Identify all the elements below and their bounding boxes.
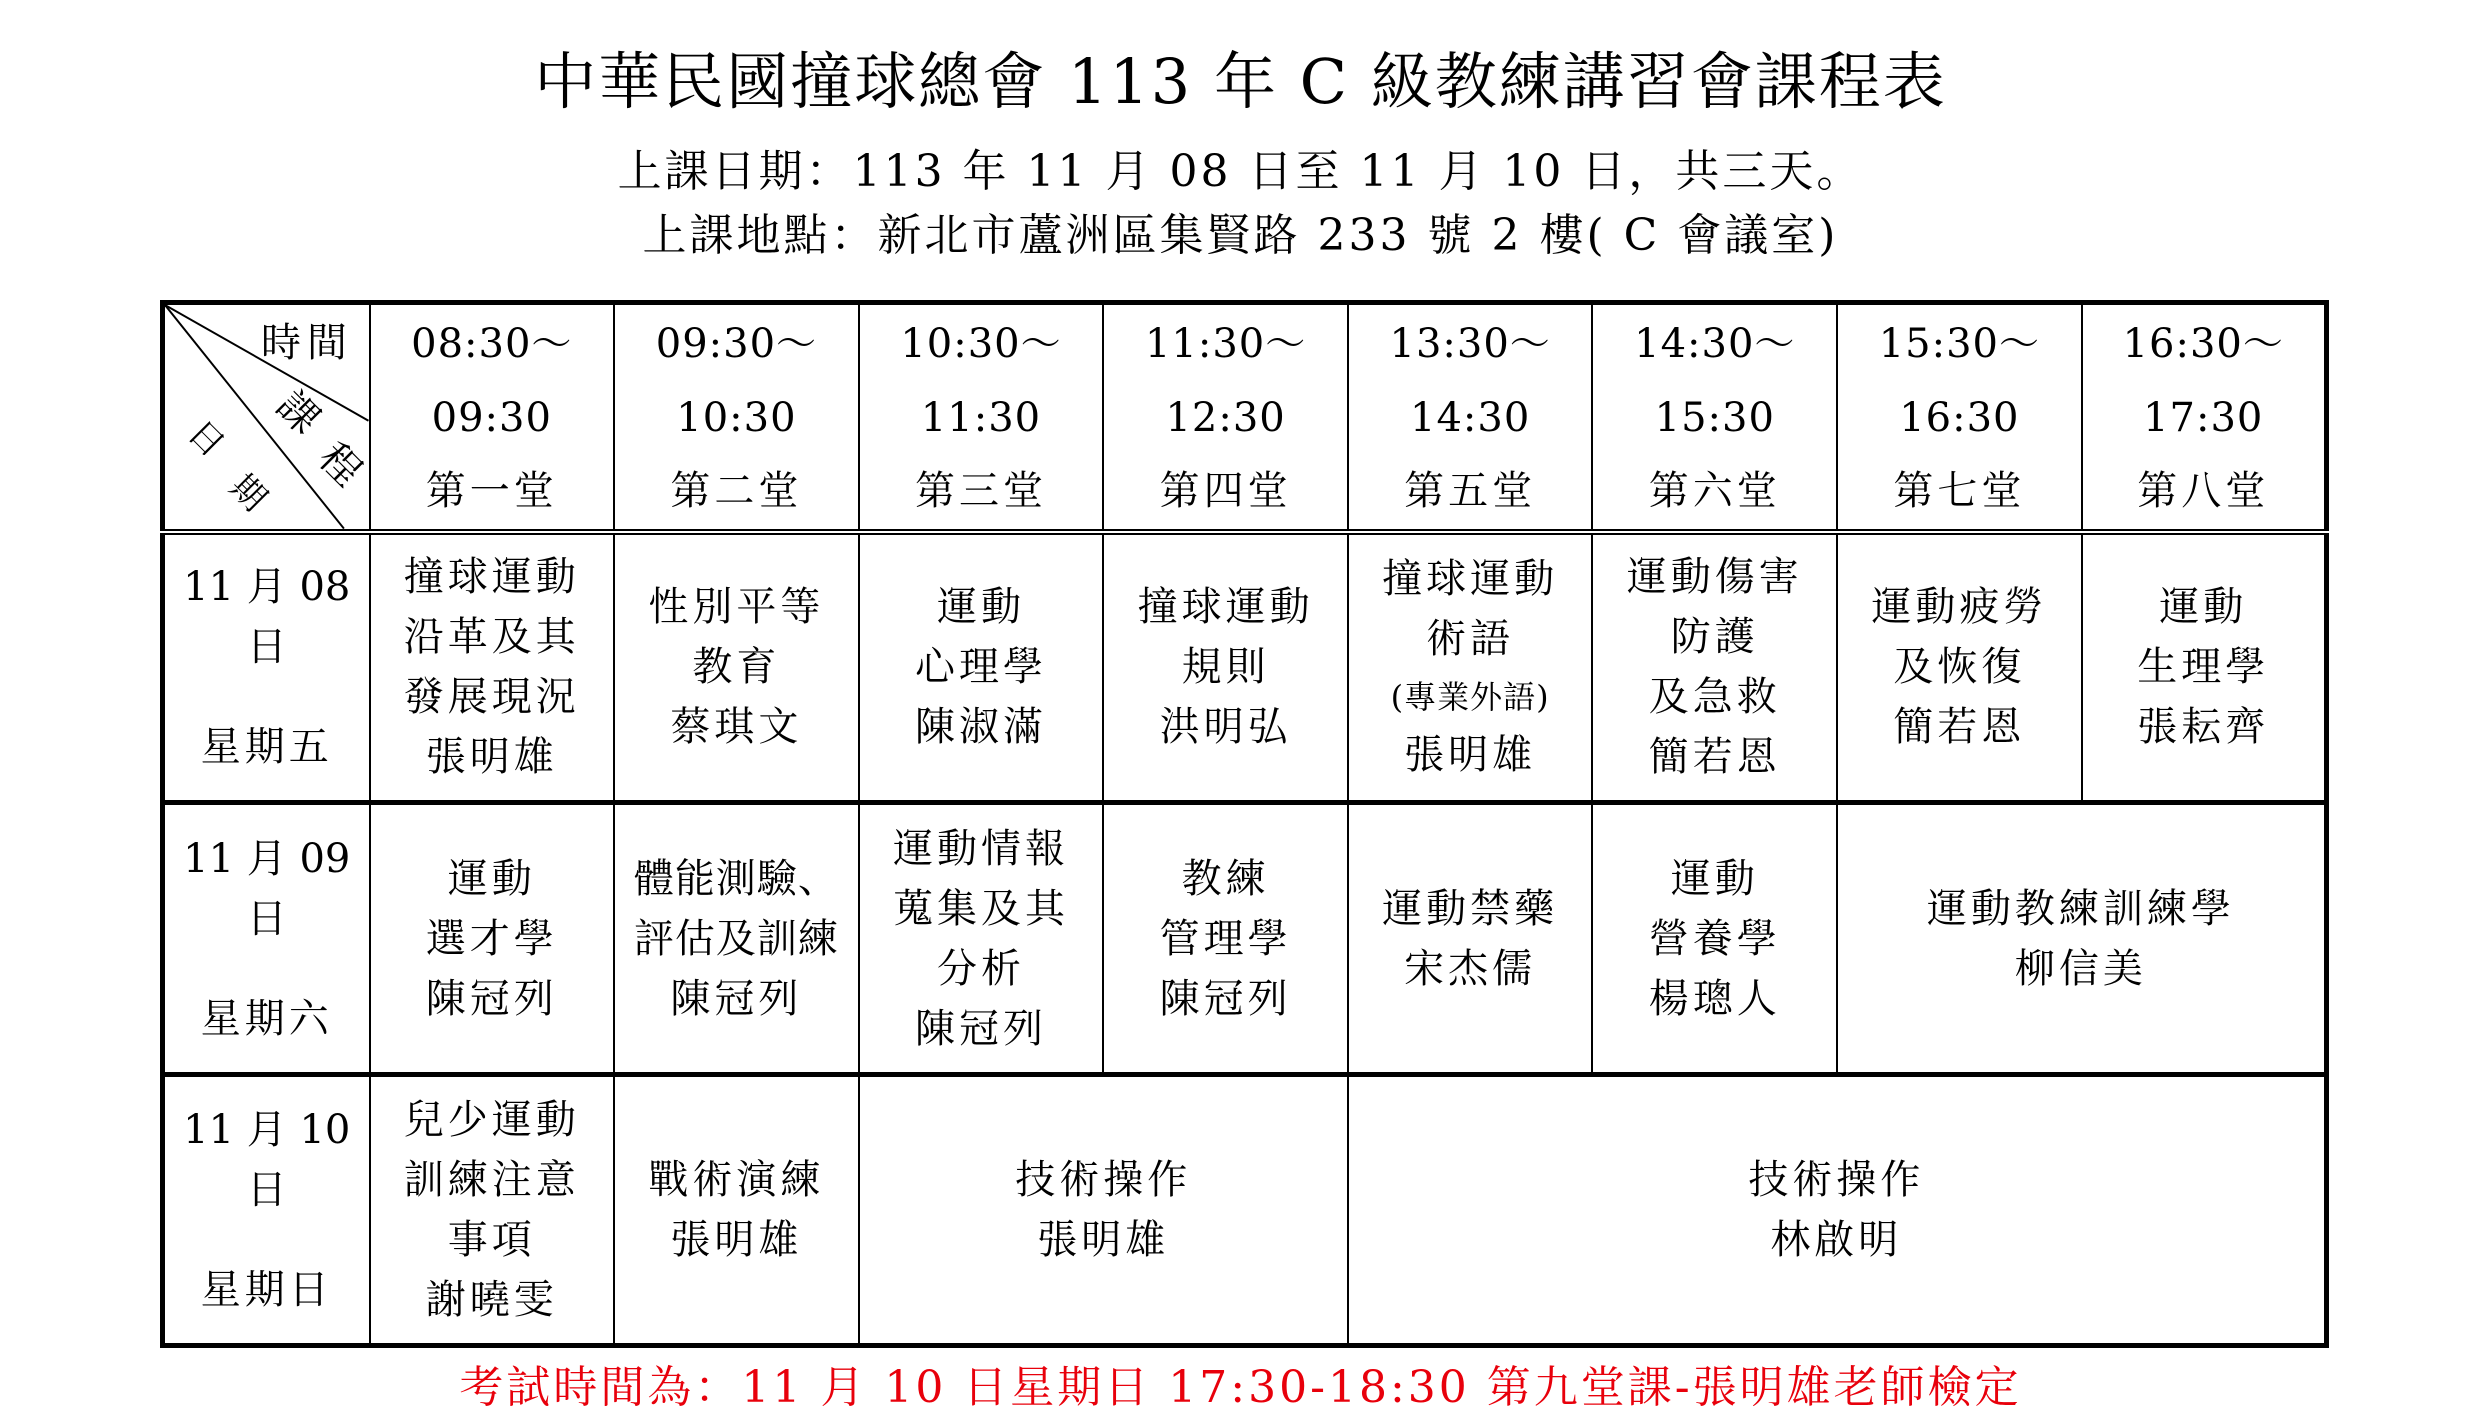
course-cell: 運動疲勞 及恢復 簡若恩: [1837, 532, 2082, 803]
course-cell: 撞球運動 沿革及其 發展現況 張明雄: [370, 532, 615, 803]
corner-label-date-1: 日: [179, 412, 233, 466]
page-title: 中華民國撞球總會 113 年 C 級教練講習會課程表: [534, 45, 1947, 118]
day-label-cell: 11 月 09 日 星期六: [163, 803, 370, 1074]
course-cell: 體能測驗、 評估及訓練 陳冠列: [614, 803, 859, 1074]
course-cell: 運動情報 蒐集及其 分析 陳冠列: [859, 803, 1104, 1074]
day-label-cell: 11 月 08 日 星期五: [163, 532, 370, 803]
course-location-line: 上課地點：新北市蘆洲區集賢路 233 號 2 樓( C 會議室): [642, 210, 1839, 261]
course-cell: 戰術演練 張明雄: [614, 1074, 859, 1345]
course-cell: 性別平等 教育 蔡琪文: [614, 532, 859, 803]
slot-header-4: 11:30～ 12:30 第四堂: [1103, 303, 1348, 532]
day-row-1110: [163, 1074, 2327, 1345]
slot-header-1: 08:30～ 09:30 第一堂: [370, 303, 615, 532]
course-cell: 教練 管理學 陳冠列: [1103, 803, 1348, 1074]
corner-label-time: 時間: [261, 320, 353, 366]
day-row-1108: [163, 532, 2327, 803]
slot-header-7: 15:30～ 16:30 第七堂: [1837, 303, 2082, 532]
course-cell: 運動禁藥 宋杰儒: [1348, 803, 1593, 1074]
day-row-1109: [163, 803, 2327, 1074]
corner-label-course-2: 程: [309, 434, 371, 496]
course-cell-merged: 技術操作 張明雄: [859, 1074, 1348, 1345]
course-cell: 撞球運動 術語 (專業外語) 張明雄: [1348, 532, 1593, 803]
corner-label-date-2: 期: [221, 466, 275, 520]
slot-header-2: 09:30～ 10:30 第二堂: [614, 303, 859, 532]
course-cell-merged: 運動教練訓練學 柳信美: [1837, 803, 2326, 1074]
slot-header-8: 16:30～ 17:30 第八堂: [2082, 303, 2327, 532]
course-cell: 運動 營養學 楊璁人: [1592, 803, 1837, 1074]
corner-header-cell: [163, 303, 370, 532]
exam-time-note: 考試時間為：11 月 10 日星期日 17:30-18:30 第九堂課-張明雄老師檢定: [459, 1362, 2022, 1413]
schedule-table: [160, 300, 2329, 1348]
slot-header-5: 13:30～ 14:30 第五堂: [1348, 303, 1593, 532]
slot-header-3: 10:30～ 11:30 第三堂: [859, 303, 1104, 532]
course-cell: 運動傷害 防護 及急救 簡若恩: [1592, 532, 1837, 803]
course-cell: 運動 選才學 陳冠列: [370, 803, 615, 1074]
course-cell: 運動 心理學 陳淑滿: [859, 532, 1104, 803]
course-cell: 運動 生理學 張耘齊: [2082, 532, 2327, 803]
course-date-line: 上課日期：113 年 11 月 08 日至 11 月 10 日，共三天。: [617, 146, 1864, 197]
course-cell-merged: 技術操作 林啟明: [1348, 1074, 2326, 1345]
header-row: [163, 303, 2327, 532]
corner-label-course-1: 課: [267, 382, 329, 444]
day-label-cell: 11 月 10 日 星期日: [163, 1074, 370, 1345]
course-cell: 撞球運動 規則 洪明弘: [1103, 532, 1348, 803]
slot-header-6: 14:30～ 15:30 第六堂: [1592, 303, 1837, 532]
course-cell: 兒少運動 訓練注意 事項 謝曉雯: [370, 1074, 615, 1345]
